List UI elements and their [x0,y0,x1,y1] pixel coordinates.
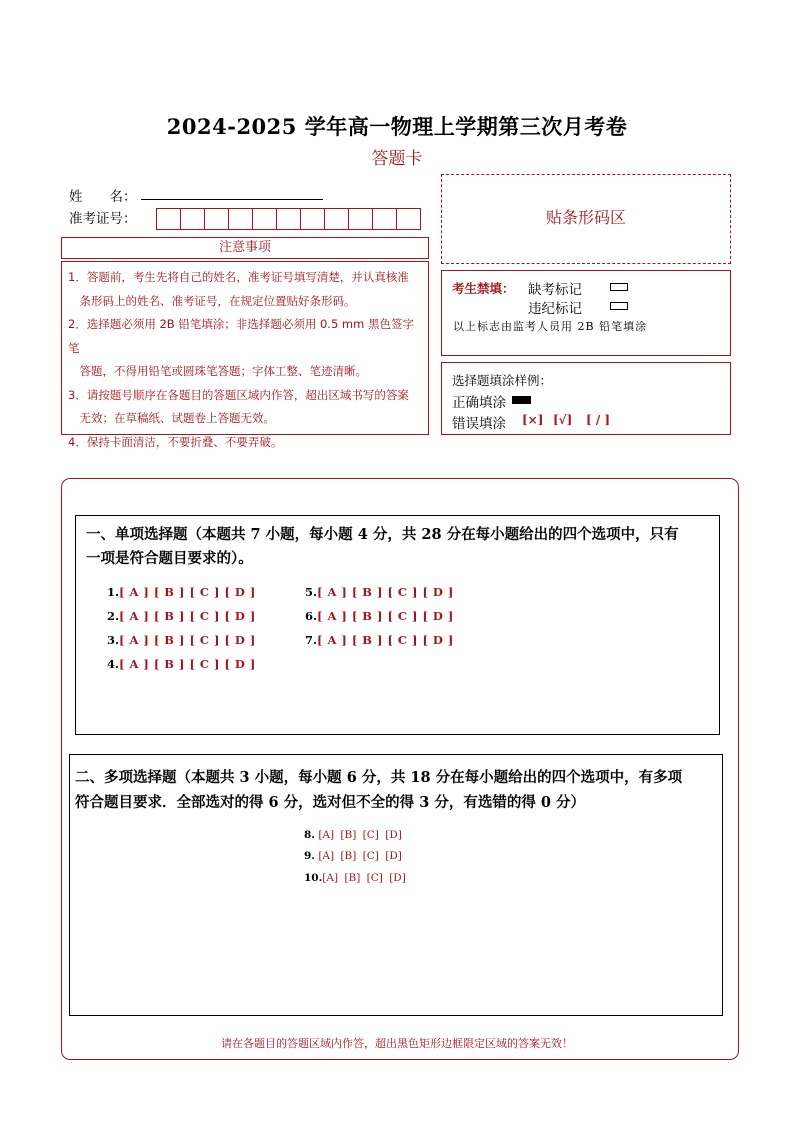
id-digit-box[interactable] [348,208,373,230]
barcode-area: 贴条形码区 [441,174,731,264]
correct-fill-label: 正确填涂 [452,395,506,411]
answer-options[interactable]: [ A ] [ B ] [ C ] [ D ] [119,657,256,671]
question-number: 1. [107,585,120,599]
wrong-mark-slash: [ / ] [586,413,611,427]
name-field[interactable] [141,199,323,200]
question-row[interactable] [305,609,454,623]
question-number: 9. [304,850,315,862]
id-digit-box[interactable] [156,208,181,230]
id-digit-box[interactable] [396,208,421,230]
answer-options[interactable]: [A] [B] [C] [D] [322,872,406,884]
wrong-mark-check: [√] [553,413,573,427]
id-digit-box[interactable] [252,208,277,230]
absent-mark-label: 缺考标记 [528,282,582,298]
id-digit-box[interactable] [276,208,301,230]
id-digit-box[interactable] [324,208,349,230]
question-number: 10. [304,872,323,884]
question-row[interactable] [107,633,256,647]
multi-choice-section [69,754,723,1016]
fill-sample-box [441,362,731,435]
violation-mark-label: 违纪标记 [528,301,582,317]
notice-line: 条形码上的姓名、准考证号，在规定位置贴好条形码。 [68,293,356,308]
answer-options[interactable]: [ A ] [ B ] [ C ] [ D ] [119,609,256,623]
question-number: 4. [107,657,120,671]
notice-line: 3．请按题号顺序在各题目的答题区域内作答，超出区域书写的答案 [68,387,409,402]
page-title: 2024-2025 学年高一物理上学期第三次月考卷 [166,114,628,139]
notice-line: 2．选择题必须用 2B 铅笔填涂；非选择题必须用 0.5 mm 黑色签字笔 [68,317,414,355]
id-digit-box[interactable] [300,208,325,230]
question-number: 2. [107,609,120,623]
question-number: 7. [305,633,318,647]
wrong-fill-label: 错误填涂 [452,416,506,432]
question-row[interactable] [305,633,454,647]
question-row[interactable] [107,657,256,671]
absent-mark-box[interactable] [610,283,628,291]
answer-options[interactable]: [ A ] [ B ] [ C ] [ D ] [119,633,256,647]
name-label: 姓 名： [69,189,137,205]
section1-title: 一、单项选择题（本题共 7 小题，每小题 4 分，共 28 分在每小题给出的四个选项中，只有 [86,526,679,543]
wrong-mark-cross: [×] [522,413,544,427]
question-number: 3. [107,633,120,647]
question-number: 8. [304,829,315,841]
sample-title: 选择题填涂样例： [452,373,553,388]
proctor-note: 以上标志由监考人员用 2B 铅笔填涂 [453,320,648,333]
exam-id-boxes[interactable] [156,208,420,230]
notice-header: 注意事项 [61,237,429,259]
answer-sheet-subtitle: 答题卡 [371,149,423,169]
notice-line: 答题，不得用铅笔或圆珠笔答题；字体工整、笔迹清晰。 [68,364,367,378]
single-choice-section [75,515,720,735]
violation-mark-box[interactable] [610,302,628,310]
candidate-marks-box [441,270,731,356]
answer-options[interactable]: [ A ] [ B ] [ C ] [ D ] [317,609,454,623]
answer-options[interactable]: [A] [B] [C] [D] [318,829,402,841]
answer-options[interactable]: [A] [B] [C] [D] [318,850,402,862]
id-digit-box[interactable] [180,208,205,230]
question-row[interactable] [107,609,256,623]
question-row[interactable] [304,829,402,841]
question-row[interactable] [107,585,256,599]
notice-line: 1．答题前，考生先将自己的姓名，准考证号填写清楚，并认真核准 [68,270,409,284]
id-digit-box[interactable] [228,208,253,230]
answer-options[interactable]: [ A ] [ B ] [ C ] [ D ] [119,585,256,599]
section2-title: 二、多项选择题（本题共 3 小题，每小题 6 分，共 18 分在每小题给出的四个选项中，有多项 [75,769,683,786]
question-number: 6. [305,609,318,623]
footer-warning: 请在各题目的答题区域内作答，超出黑色矩形边框限定区域的答案无效！ [221,1037,573,1050]
notice-line: 4．保持卡面清洁，不要折叠、不要弄破。 [68,434,283,449]
exam-id-label: 准考证号： [69,211,137,227]
correct-fill-sample [512,396,531,404]
section1-title-cont: 一项是符合题目要求的）。 [86,550,253,567]
notice-line: 无效；在草稿纸、试题卷上答题无效。 [68,411,275,425]
notice-box [61,261,429,449]
answer-options[interactable]: [ A ] [ B ] [ C ] [ D ] [317,633,454,647]
candidate-forbidden-label: 考生禁填： [452,281,515,296]
answer-options[interactable]: [ A ] [ B ] [ C ] [ D ] [317,585,454,599]
id-digit-box[interactable] [204,208,229,230]
question-row[interactable] [305,585,454,599]
id-digit-box[interactable] [372,208,397,230]
question-row[interactable] [304,850,402,862]
section2-title-cont: 符合题目要求．全部选对的得 6 分，选对但不全的得 3 分，有选错的得 0 分） [75,794,586,811]
question-number: 5. [305,585,318,599]
question-row[interactable] [304,872,406,884]
